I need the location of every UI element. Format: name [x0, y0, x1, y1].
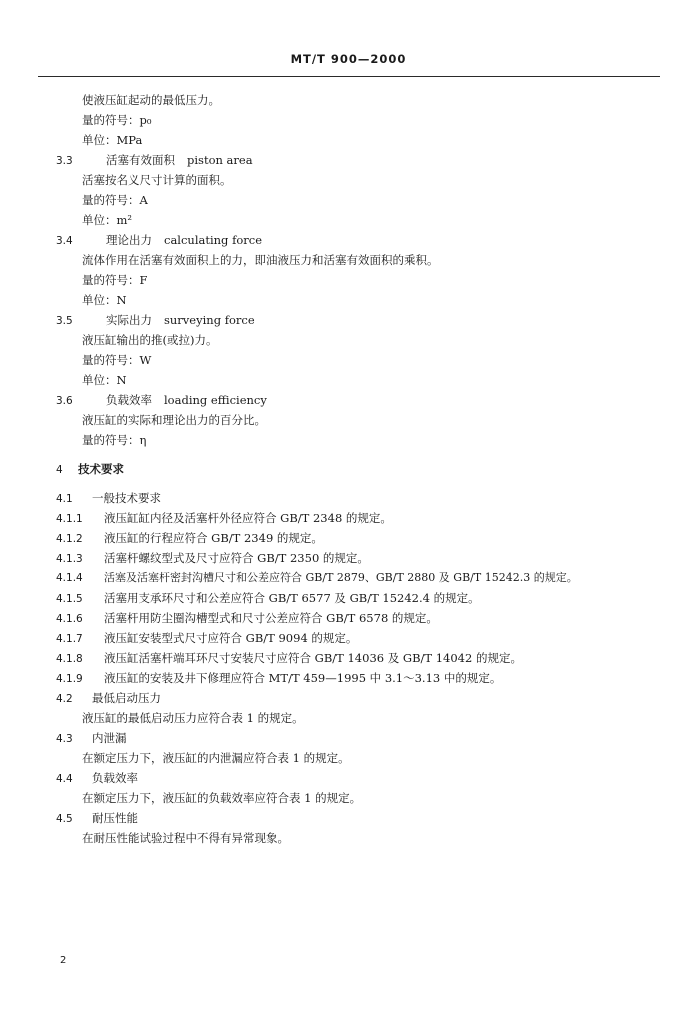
- s33-unit: 单位：m²: [82, 213, 133, 227]
- s417: [56, 631, 357, 646]
- s44-title: 负载效率: [92, 771, 138, 785]
- s34-heading: [56, 233, 262, 248]
- s4-number: 4: [56, 464, 63, 476]
- s35-term-en: surveying force: [164, 313, 255, 327]
- s42-number: 4.2: [56, 693, 73, 705]
- s35-term: 实际出力: [106, 313, 152, 327]
- s41-title: 一般技术要求: [92, 491, 161, 505]
- s33-symbol: 量的符号：A: [82, 193, 148, 207]
- s414-number: 4.1.4: [56, 572, 83, 584]
- s34-term: 理论出力: [106, 233, 152, 247]
- s34-unit: 单位：N: [82, 293, 127, 307]
- s419-number: 4.1.9: [56, 673, 83, 685]
- s4-heading: [56, 462, 124, 477]
- s35-symbol: 量的符号：W: [82, 353, 152, 367]
- s35-heading: [56, 313, 255, 328]
- s33-term: 活塞有效面积: [106, 153, 175, 167]
- s45-number: 4.5: [56, 813, 73, 825]
- s415: [56, 591, 480, 606]
- s34-def: 流体作用在活塞有效面积上的力，即油液压力和活塞有效面积的乘积。: [82, 253, 439, 267]
- s32-unit: 单位：MPa: [82, 133, 143, 147]
- s414: [56, 571, 578, 585]
- header-rule: [38, 76, 660, 77]
- s418-number: 4.1.8: [56, 653, 83, 665]
- s45-title: 耐压性能: [92, 811, 138, 825]
- s411: [56, 511, 392, 526]
- s34-term-en: calculating force: [164, 233, 263, 247]
- s35-unit: 单位：N: [82, 373, 127, 387]
- s416: [56, 611, 438, 626]
- s33-heading: [56, 153, 253, 168]
- s417-text: 液压缸安装型式尺寸应符合 GB/T 9094 的规定。: [104, 631, 358, 645]
- s411-text: 液压缸缸内径及活塞杆外径应符合 GB/T 2348 的规定。: [104, 511, 392, 525]
- s35-def: 液压缸输出的推(或拉)力。: [82, 333, 218, 347]
- s419-text: 液压缸的安装及井下修理应符合 MT/T 459—1995 中 3.1～3.13 中的规定。: [104, 671, 502, 685]
- s33-term-en: piston area: [187, 153, 253, 167]
- s418-text: 液压缸活塞杆端耳环尺寸安装尺寸应符合 GB/T 14036 及 GB/T 14042 的规定。: [104, 651, 522, 665]
- s418: [56, 651, 522, 666]
- s41-number: 4.1: [56, 493, 73, 505]
- s413-number: 4.1.3: [56, 553, 83, 565]
- s417-number: 4.1.7: [56, 633, 83, 645]
- s412-number: 4.1.2: [56, 533, 83, 545]
- s36-def: 液压缸的实际和理论出力的百分比。: [82, 413, 266, 427]
- s415-number: 4.1.5: [56, 593, 83, 605]
- s43-text: 在额定压力下，液压缸的内泄漏应符合表 1 的规定。: [82, 751, 350, 765]
- s44-number: 4.4: [56, 773, 73, 785]
- s35-number: 3.5: [56, 315, 73, 327]
- s413-text: 活塞杆螺纹型式及尺寸应符合 GB/T 2350 的规定。: [104, 551, 369, 565]
- s4-title: 技术要求: [78, 462, 124, 476]
- s34-number: 3.4: [56, 235, 73, 247]
- s32-symbol: 量的符号：p₀: [82, 113, 152, 127]
- s412: [56, 531, 323, 546]
- s43-number: 4.3: [56, 733, 73, 745]
- s36-number: 3.6: [56, 395, 73, 407]
- s412-text: 液压缸的行程应符合 GB/T 2349 的规定。: [104, 531, 323, 545]
- s32-def: 使液压缸起动的最低压力。: [82, 93, 220, 107]
- s36-heading: [56, 393, 267, 408]
- s36-symbol: 量的符号：η: [82, 433, 147, 447]
- s42-title: 最低启动压力: [92, 691, 161, 705]
- s42-text: 液压缸的最低启动压力应符合表 1 的规定。: [82, 711, 304, 725]
- s413: [56, 551, 369, 566]
- s33-def: 活塞按名义尺寸计算的面积。: [82, 173, 232, 187]
- s416-text: 活塞杆用防尘圈沟槽型式和尺寸公差应符合 GB/T 6578 的规定。: [104, 611, 438, 625]
- s44-heading: [56, 771, 138, 786]
- s33-number: 3.3: [56, 155, 73, 167]
- s36-term: 负载效率: [106, 393, 152, 407]
- s44-text: 在额定压力下，液压缸的负载效率应符合表 1 的规定。: [82, 791, 362, 805]
- s411-number: 4.1.1: [56, 513, 83, 525]
- s43-heading: [56, 731, 127, 746]
- s43-title: 内泄漏: [92, 731, 127, 745]
- s416-number: 4.1.6: [56, 613, 83, 625]
- s34-symbol: 量的符号：F: [82, 273, 148, 287]
- s45-heading: [56, 811, 138, 826]
- s36-term-en: loading efficiency: [164, 393, 267, 407]
- s42-heading: [56, 691, 161, 706]
- page-header: MT/T 900—2000: [290, 52, 407, 66]
- page-number: 2: [60, 955, 67, 966]
- s45-text: 在耐压性能试验过程中不得有异常现象。: [82, 831, 289, 845]
- s414-text: 活塞及活塞杆密封沟槽尺寸和公差应符合 GB/T 2879、GB/T 2880 及 GB/T 15242.3 的规定。: [104, 571, 578, 584]
- s419: [56, 671, 501, 686]
- s41-heading: [56, 491, 161, 506]
- s415-text: 活塞用支承环尺寸和公差应符合 GB/T 6577 及 GB/T 15242.4 的规定。: [104, 591, 480, 605]
